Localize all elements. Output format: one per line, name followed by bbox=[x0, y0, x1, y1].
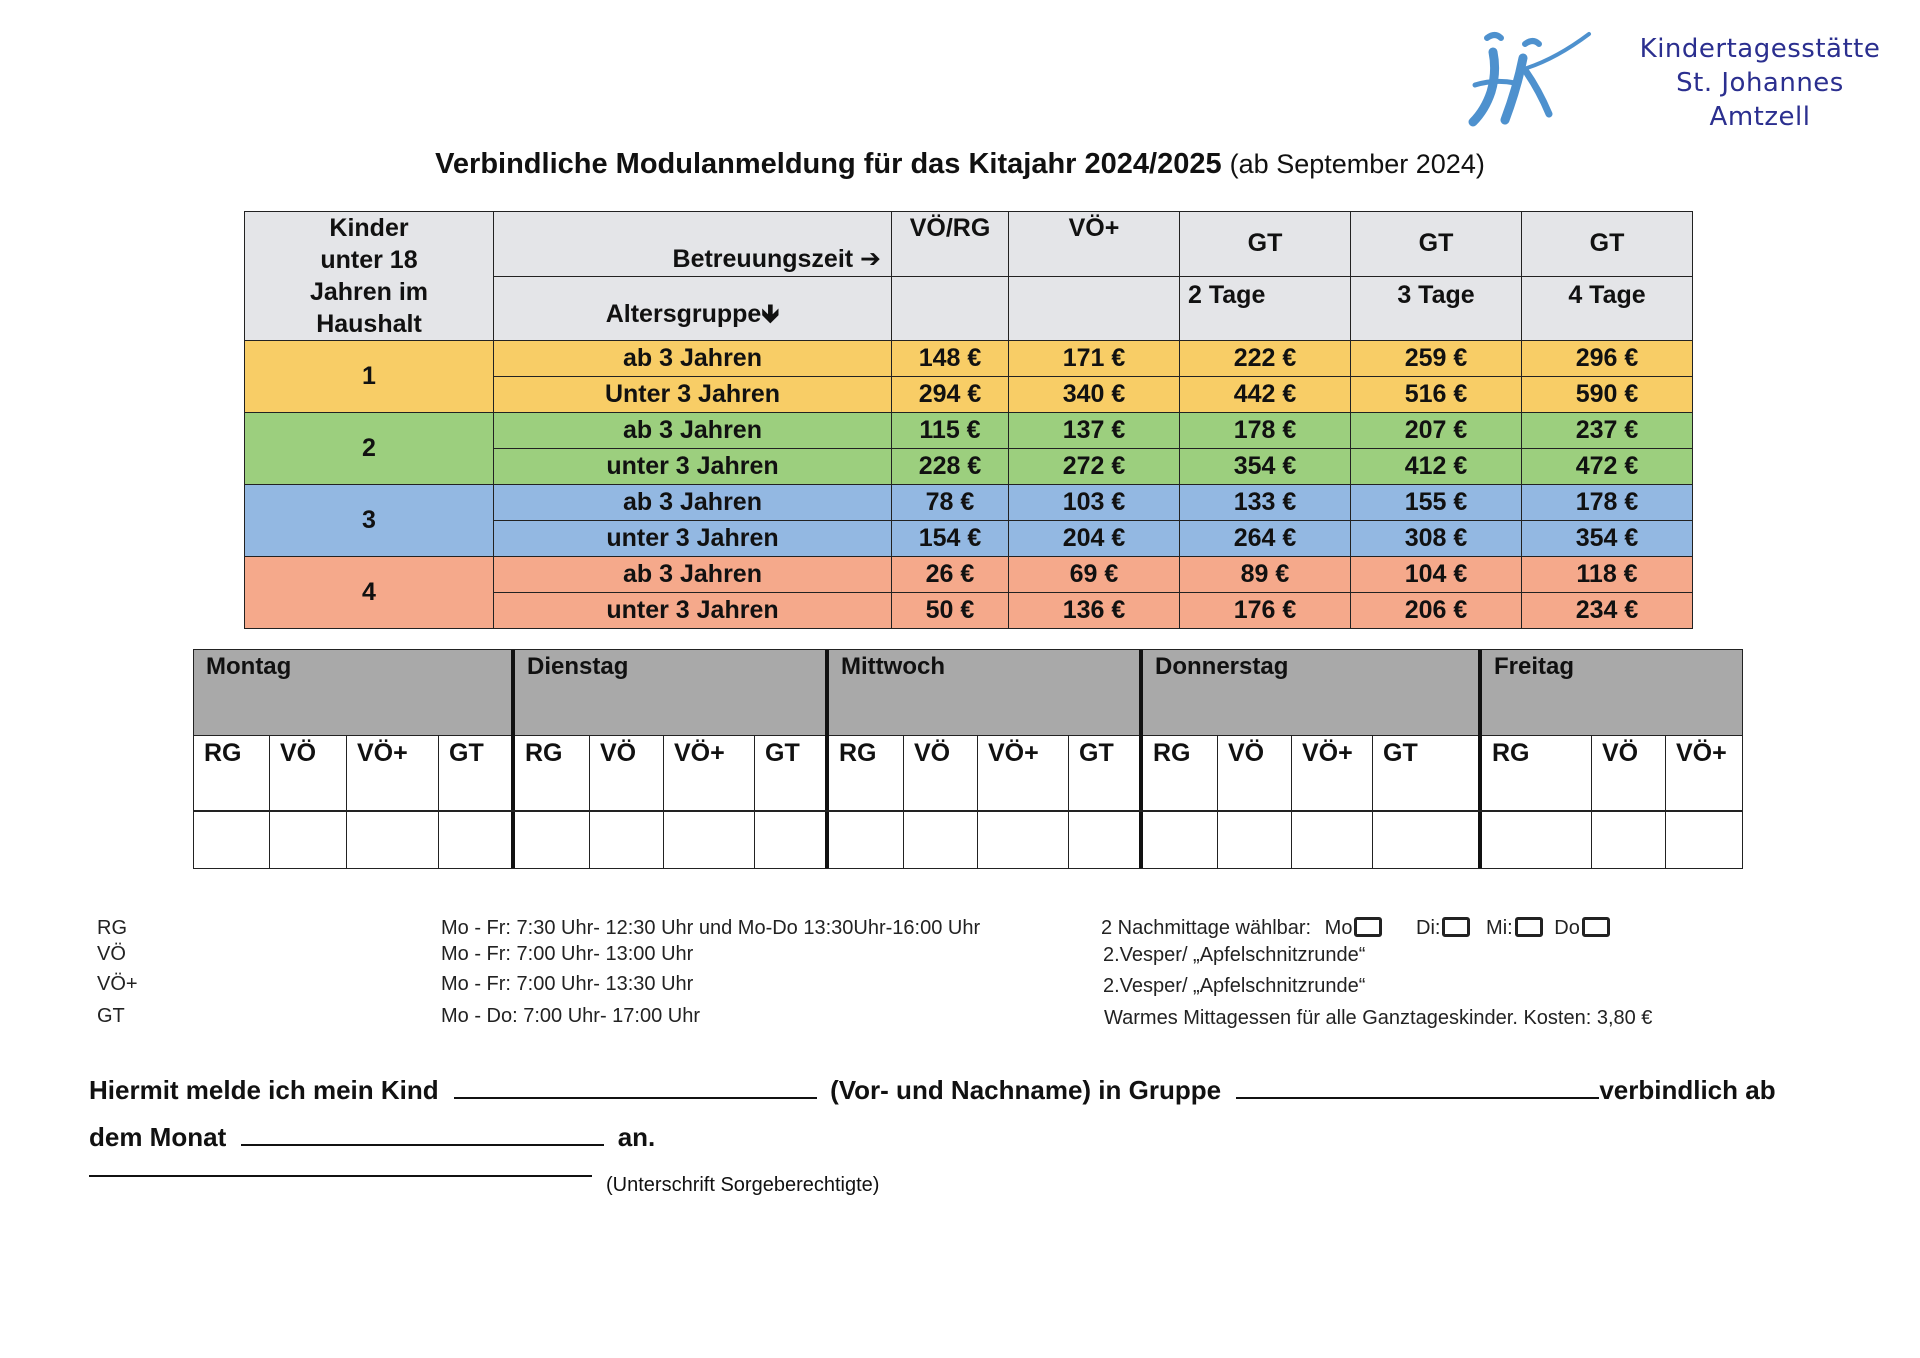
price-cell: 115 € bbox=[892, 413, 1009, 449]
header-col-gt-3: GT bbox=[1351, 212, 1522, 277]
form-text: (Vor- und Nachname) in Gruppe bbox=[830, 1075, 1222, 1105]
module-cell-voe[interactable]: VÖ bbox=[270, 736, 347, 868]
price-cell: 308 € bbox=[1351, 521, 1522, 557]
age-group: ab 3 Jahren bbox=[494, 413, 892, 449]
price-cell: 154 € bbox=[892, 521, 1009, 557]
kinder-count: 3 bbox=[245, 485, 494, 557]
price-cell: 89 € bbox=[1180, 557, 1351, 593]
price-cell: 354 € bbox=[1522, 521, 1693, 557]
legend-time-rg: Mo - Fr: 7:30 Uhr- 12:30 Uhr und Mo-Do 13:30Uhr-16:00 Uhr bbox=[441, 917, 981, 939]
header-sub-empty bbox=[1009, 276, 1180, 341]
price-cell: 294 € bbox=[892, 377, 1009, 413]
price-cell: 472 € bbox=[1522, 449, 1693, 485]
price-cell: 207 € bbox=[1351, 413, 1522, 449]
kita-logo bbox=[1465, 30, 1905, 135]
price-cell: 176 € bbox=[1180, 593, 1351, 629]
group-field[interactable] bbox=[1236, 1075, 1599, 1099]
module-cell-voe-plus[interactable]: VÖ+ bbox=[1292, 736, 1373, 868]
module-cell-gt[interactable]: GT bbox=[765, 739, 800, 767]
header-sub-empty bbox=[892, 276, 1009, 341]
enrollment-line-2 bbox=[89, 1122, 655, 1153]
age-group: ab 3 Jahren bbox=[494, 557, 892, 593]
module-cell-rg[interactable]: RG bbox=[1482, 736, 1592, 868]
price-cell: 50 € bbox=[892, 593, 1009, 629]
enrollment-line-1 bbox=[89, 1075, 1776, 1106]
price-cell: 234 € bbox=[1522, 593, 1693, 629]
price-cell: 516 € bbox=[1351, 377, 1522, 413]
header-sub-4-tage: 4 Tage bbox=[1522, 276, 1693, 341]
price-cell: 133 € bbox=[1180, 485, 1351, 521]
afternoon-choice-row bbox=[1101, 917, 1616, 940]
afternoon-choice-label: 2 Nachmittage wählbar: bbox=[1101, 917, 1312, 939]
legend-code-rg: RG bbox=[97, 917, 127, 939]
choice-di-label: Di: bbox=[1416, 917, 1441, 939]
header-sub-3-tage: 3 Tage bbox=[1351, 276, 1522, 341]
title-sub: (ab September 2024) bbox=[1229, 149, 1485, 179]
module-cell-rg[interactable]: RG bbox=[1143, 736, 1218, 868]
day-header: Donnerstag bbox=[1143, 650, 1478, 736]
header-kinder bbox=[245, 212, 494, 341]
module-cell-gt[interactable]: GT bbox=[449, 739, 484, 767]
table-row bbox=[245, 341, 1693, 377]
header-sub-2-tage: 2 Tage bbox=[1180, 276, 1351, 341]
legend-time-gt: Mo - Do: 7:00 Uhr- 17:00 Uhr bbox=[441, 1005, 700, 1027]
child-name-field[interactable] bbox=[454, 1075, 817, 1099]
form-text: Hiermit melde ich mein Kind bbox=[89, 1075, 439, 1105]
price-cell: 412 € bbox=[1351, 449, 1522, 485]
price-cell: 104 € bbox=[1351, 557, 1522, 593]
checkbox-di[interactable] bbox=[1442, 917, 1470, 937]
legend-code-voe-plus: VÖ+ bbox=[97, 973, 138, 995]
header-col-voe-plus: VÖ+ bbox=[1009, 212, 1180, 277]
signature-note: (Unterschrift Sorgeberechtigte) bbox=[606, 1174, 880, 1196]
legend-note-gt: Warmes Mittagessen für alle Ganztageskinder. Kosten: 3,80 € bbox=[1104, 1007, 1653, 1029]
module-cell-voe[interactable]: VÖ bbox=[1218, 736, 1292, 868]
legend-note-voe-plus: 2.Vesper/ „Apfelschnitzrunde“ bbox=[1103, 975, 1366, 997]
price-table bbox=[244, 211, 1693, 629]
price-cell: 78 € bbox=[892, 485, 1009, 521]
price-cell: 590 € bbox=[1522, 377, 1693, 413]
logo-line-1: Kindertagesstätte bbox=[1639, 34, 1881, 64]
day-montag bbox=[194, 650, 511, 868]
table-row bbox=[245, 413, 1693, 449]
legend-time-voe-plus: Mo - Fr: 7:00 Uhr- 13:30 Uhr bbox=[441, 973, 694, 995]
header-altersgruppe: Altersgruppe🡻 bbox=[494, 276, 892, 341]
checkbox-mo[interactable] bbox=[1354, 917, 1382, 937]
signature-field[interactable] bbox=[89, 1175, 592, 1177]
price-cell: 259 € bbox=[1351, 341, 1522, 377]
checkbox-mi[interactable] bbox=[1515, 917, 1543, 937]
price-cell: 136 € bbox=[1009, 593, 1180, 629]
kinder-count: 4 bbox=[245, 557, 494, 629]
header-betreuungszeit: Betreuungszeit ➔ bbox=[494, 212, 892, 277]
price-cell: 69 € bbox=[1009, 557, 1180, 593]
page-title bbox=[0, 148, 1920, 181]
checkbox-do[interactable] bbox=[1582, 917, 1610, 937]
module-cell-rg[interactable]: RG bbox=[194, 736, 270, 868]
price-cell: 354 € bbox=[1180, 449, 1351, 485]
price-cell: 118 € bbox=[1522, 557, 1693, 593]
price-cell: 237 € bbox=[1522, 413, 1693, 449]
header-col-voe-rg: VÖ/RG bbox=[892, 212, 1009, 277]
module-cell-rg[interactable]: RG bbox=[829, 736, 904, 868]
price-cell: 272 € bbox=[1009, 449, 1180, 485]
price-cell: 137 € bbox=[1009, 413, 1180, 449]
header-col-gt-2: GT bbox=[1180, 212, 1351, 277]
legend-note-voe: 2.Vesper/ „Apfelschnitzrunde“ bbox=[1103, 944, 1366, 966]
price-cell: 26 € bbox=[892, 557, 1009, 593]
choice-mi-label: Mi: bbox=[1486, 917, 1513, 939]
choice-do-label: Do bbox=[1554, 917, 1580, 939]
price-cell: 204 € bbox=[1009, 521, 1180, 557]
module-cell-voe[interactable]: VÖ bbox=[904, 736, 978, 868]
price-cell: 148 € bbox=[892, 341, 1009, 377]
price-cell: 222 € bbox=[1180, 341, 1351, 377]
title-main: Verbindliche Modulanmeldung für das Kitajahr 2024/2025 bbox=[435, 148, 1222, 180]
choice-mo-label: Mo bbox=[1324, 917, 1353, 939]
kinder-count: 1 bbox=[245, 341, 494, 413]
day-header: Montag bbox=[194, 650, 511, 736]
day-donnerstag bbox=[1143, 650, 1478, 868]
day-header: Mittwoch bbox=[829, 650, 1139, 736]
price-cell: 442 € bbox=[1180, 377, 1351, 413]
module-cell-voe-plus[interactable]: VÖ+ bbox=[1676, 739, 1727, 767]
form-text: an. bbox=[617, 1122, 656, 1152]
module-cell-voe-plus[interactable]: VÖ+ bbox=[978, 736, 1069, 868]
age-group: ab 3 Jahren bbox=[494, 341, 892, 377]
logo-line-2: St. Johannes bbox=[1676, 68, 1844, 98]
price-cell: 155 € bbox=[1351, 485, 1522, 521]
day-header: Freitag bbox=[1482, 650, 1742, 736]
age-group: unter 3 Jahren bbox=[494, 593, 892, 629]
module-cell-gt[interactable]: GT bbox=[1079, 739, 1114, 767]
price-cell: 178 € bbox=[1180, 413, 1351, 449]
form-text: dem Monat bbox=[89, 1122, 227, 1152]
weekly-module-grid bbox=[193, 649, 1743, 869]
age-group: unter 3 Jahren bbox=[494, 521, 892, 557]
price-cell: 228 € bbox=[892, 449, 1009, 485]
price-cell: 264 € bbox=[1180, 521, 1351, 557]
table-row bbox=[245, 557, 1693, 593]
age-group: ab 3 Jahren bbox=[494, 485, 892, 521]
month-field[interactable] bbox=[241, 1122, 604, 1146]
module-cell-voe[interactable]: VÖ bbox=[1592, 736, 1666, 868]
price-cell: 296 € bbox=[1522, 341, 1693, 377]
legend-code-voe: VÖ bbox=[97, 943, 126, 965]
module-cell-rg[interactable]: RG bbox=[515, 736, 590, 868]
module-cell-voe-plus[interactable]: VÖ+ bbox=[347, 736, 439, 868]
grid-row-divider bbox=[194, 810, 1742, 812]
module-cell-voe[interactable]: VÖ bbox=[590, 736, 664, 868]
logo-line-3: Amtzell bbox=[1709, 102, 1811, 132]
table-row bbox=[245, 485, 1693, 521]
kinder-count: 2 bbox=[245, 413, 494, 485]
day-mittwoch bbox=[829, 650, 1139, 868]
form-text: verbindlich ab bbox=[1599, 1075, 1776, 1105]
age-group: unter 3 Jahren bbox=[494, 449, 892, 485]
legend-code-gt: GT bbox=[97, 1005, 125, 1027]
legend-time-voe: Mo - Fr: 7:00 Uhr- 13:00 Uhr bbox=[441, 943, 694, 965]
day-dienstag bbox=[515, 650, 825, 868]
module-cell-voe-plus[interactable]: VÖ+ bbox=[664, 736, 755, 868]
header-col-gt-4: GT bbox=[1522, 212, 1693, 277]
header-kinder-line: Kinder bbox=[329, 214, 409, 242]
header-kinder-line: Haushalt bbox=[316, 310, 422, 338]
price-cell: 178 € bbox=[1522, 485, 1693, 521]
day-header: Dienstag bbox=[515, 650, 825, 736]
header-kinder-line: Jahren im bbox=[309, 278, 429, 306]
day-freitag bbox=[1482, 650, 1742, 868]
price-cell: 340 € bbox=[1009, 377, 1180, 413]
children-figures-logo-icon bbox=[1465, 30, 1605, 130]
price-cell: 103 € bbox=[1009, 485, 1180, 521]
price-cell: 171 € bbox=[1009, 341, 1180, 377]
age-group: Unter 3 Jahren bbox=[494, 377, 892, 413]
header-kinder-line: unter 18 bbox=[320, 246, 418, 274]
module-cell-gt[interactable]: GT bbox=[1383, 739, 1418, 767]
price-cell: 206 € bbox=[1351, 593, 1522, 629]
